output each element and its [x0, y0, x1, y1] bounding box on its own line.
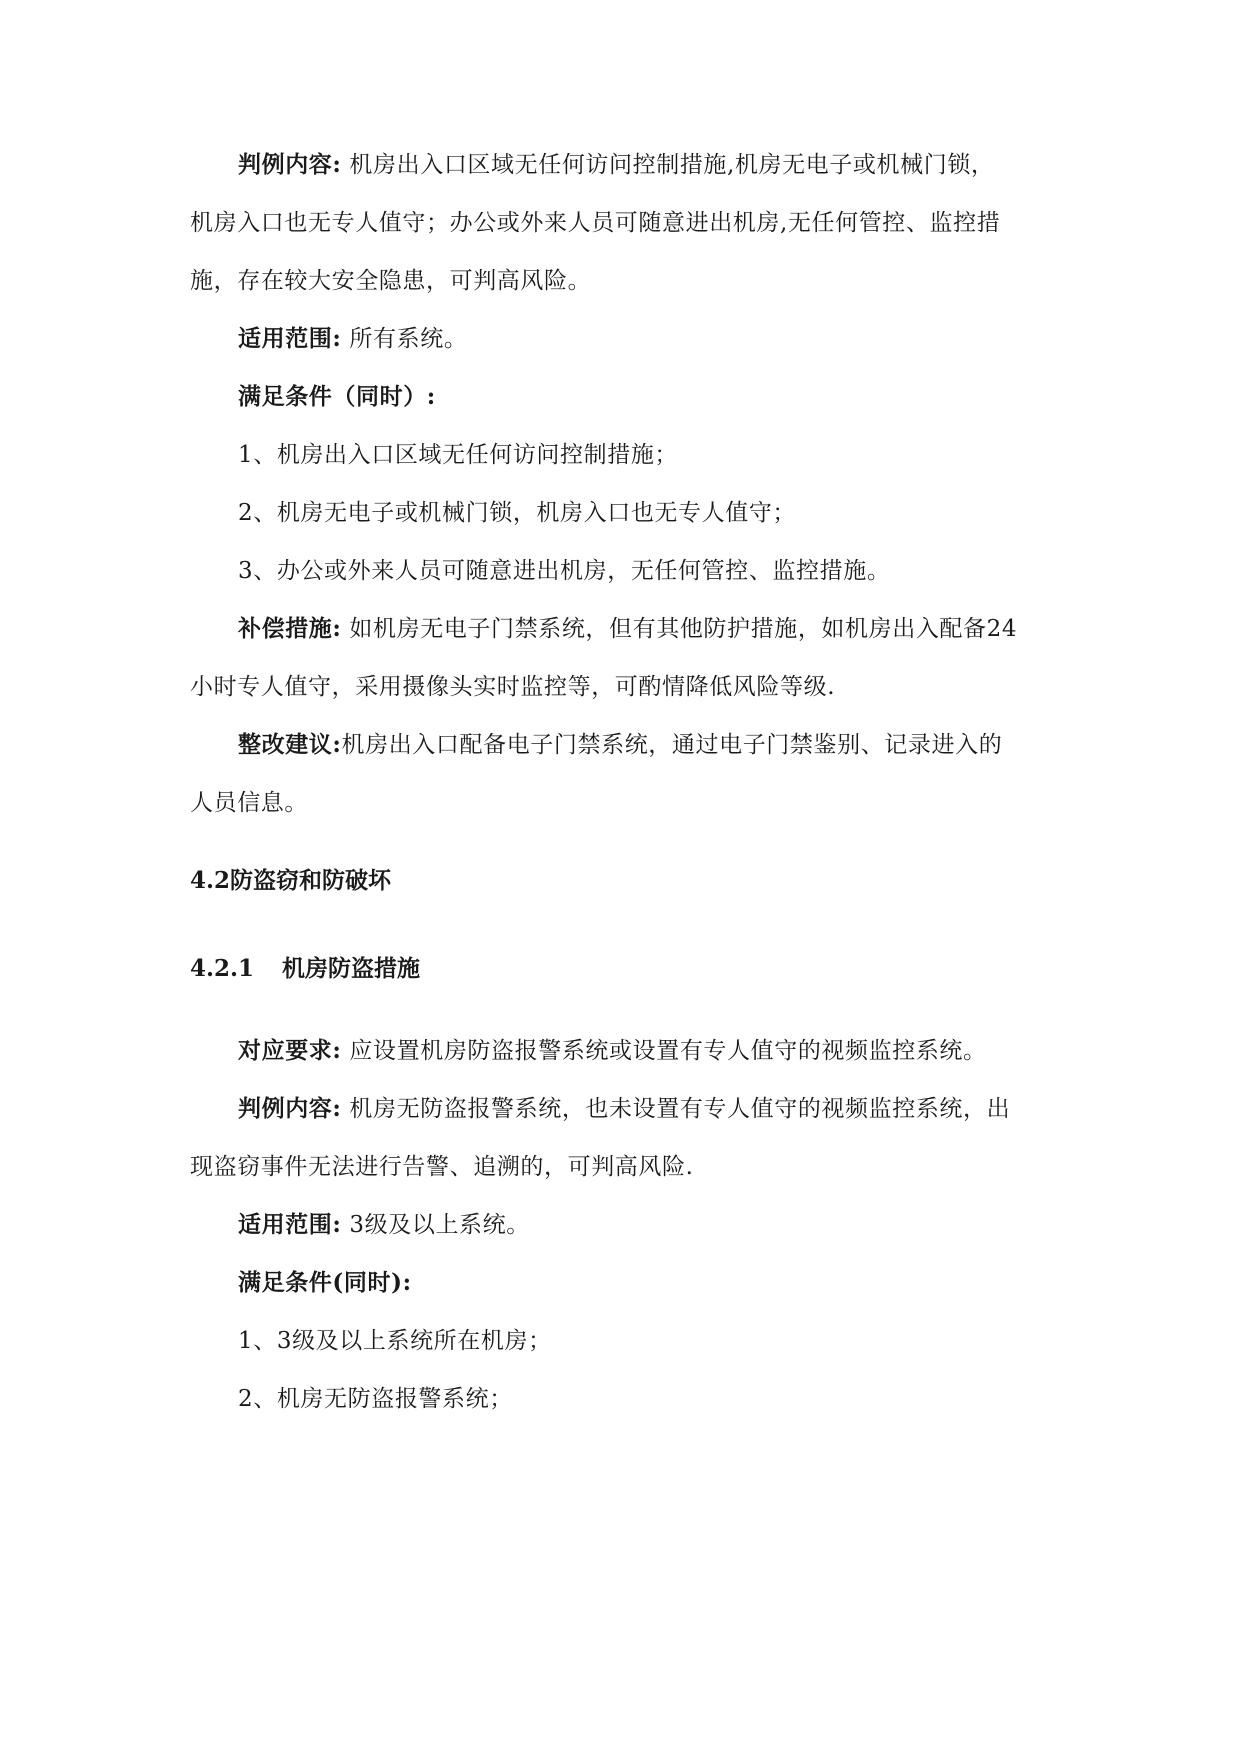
conditions-label: 满足条件（同时）: [238, 383, 436, 410]
case-content-2-label: 判例内容: [238, 1095, 342, 1122]
section-number: 4.2.1 [190, 955, 255, 982]
paragraph-scope [238, 324, 1118, 354]
paragraph-case-content-line-3: 施，存在较大安全隐患，可判高风险。 [190, 268, 592, 294]
paragraph-requirement [238, 1036, 1118, 1066]
paragraph-case-content-line-2: 机房入口也无专人值守；办公或外来人员可随意进出机房,无任何管控、监控措 [190, 210, 1001, 236]
case-content-text: 机房出入口区域无任何访问控制措施,机房无电子或机械门锁， [349, 152, 995, 178]
section-title: 机房防盗措施 [282, 955, 421, 982]
scope-2-text: 3级及以上系统。 [349, 1212, 530, 1238]
condition-item-2: 2、机房无电子或机械门锁，机房入口也无专人值守； [238, 500, 797, 526]
rectification-label: 整改建议: [238, 731, 342, 758]
paragraph-case-content-2-line-1 [238, 1094, 1118, 1124]
section-heading-4-2: 4.2防盗窃和防破坏 [190, 867, 392, 894]
scope-2-label: 适用范围: [238, 1211, 342, 1238]
paragraph-scope-2 [238, 1210, 1118, 1240]
conditions-2-label: 满足条件(同时): [238, 1269, 412, 1296]
condition-item-3: 3、办公或外来人员可随意进出机房，无任何管控、监控措施。 [238, 558, 891, 584]
paragraph-rectification-line-2: 人员信息。 [190, 790, 308, 816]
paragraph-compensation-line-2: 小时专人值守，采用摄像头实时监控等，可酌情降低风险等级. [190, 674, 836, 700]
condition-2-item-1: 1、3级及以上系统所在机房； [238, 1328, 552, 1354]
section-heading-4-2-1 [190, 954, 420, 984]
paragraph-case-content-line-1 [238, 150, 1118, 180]
compensation-label: 补偿措施: [238, 615, 342, 642]
condition-2-item-2: 2、机房无防盗报警系统； [238, 1386, 513, 1412]
case-content-2-text: 机房无防盗报警系统，也未设置有专人值守的视频监控系统，出 [349, 1096, 1011, 1122]
requirement-text: 应设置机房防盗报警系统或设置有专人值守的视频监控系统。 [349, 1038, 987, 1064]
paragraph-rectification-line-1 [238, 730, 1118, 760]
scope-text: 所有系统。 [349, 326, 468, 352]
case-content-label: 判例内容: [238, 151, 342, 178]
scope-label: 适用范围: [238, 325, 342, 352]
paragraph-case-content-2-line-2: 现盗窃事件无法进行告警、追溯的，可判高风险. [190, 1154, 694, 1180]
requirement-label: 对应要求: [238, 1037, 342, 1064]
condition-item-1: 1、机房出入口区域无任何访问控制措施； [238, 442, 679, 468]
compensation-text: 如机房无电子门禁系统，但有其他防护措施，如机房出入配备24 [349, 616, 1018, 642]
paragraph-compensation-line-1 [238, 614, 1118, 644]
rectification-text: 机房出入口配备电子门禁系统，通过电子门禁鉴别、记录进入的 [341, 732, 1003, 758]
